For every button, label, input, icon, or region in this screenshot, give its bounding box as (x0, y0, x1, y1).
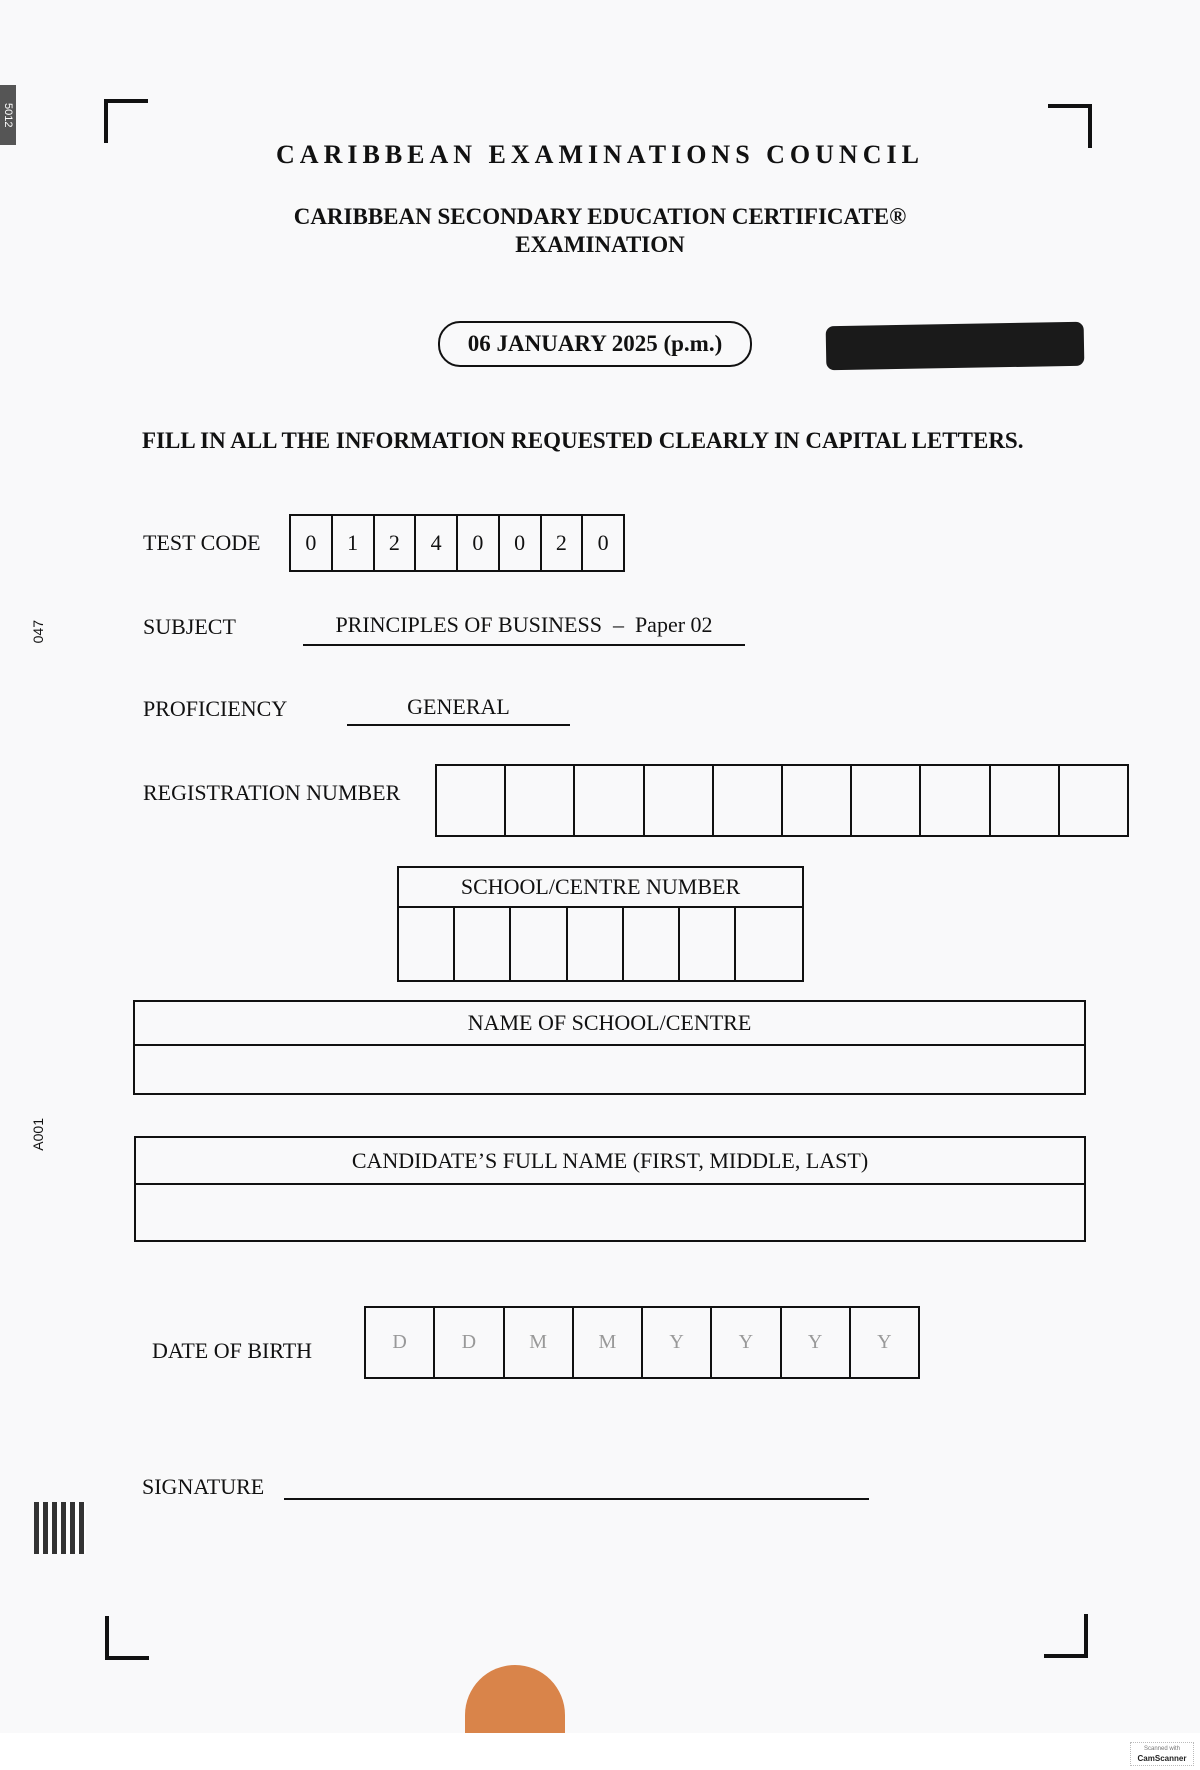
school-name-label: NAME OF SCHOOL/CENTRE (135, 1002, 1084, 1046)
bottom-margin (0, 1733, 1200, 1770)
corner-mark-bl (105, 1616, 149, 1660)
scanner-line1: Scanned with (1143, 1746, 1181, 1752)
dob-box[interactable]: M (505, 1308, 574, 1377)
registration-digit-box[interactable] (437, 766, 506, 835)
council-title: CARIBBEAN EXAMINATIONS COUNCIL (276, 140, 924, 169)
side-code-bottom: A001 (30, 1118, 46, 1151)
registration-digit-box[interactable] (1060, 766, 1127, 835)
redacted-barcode (826, 322, 1085, 370)
school-centre-number-label: SCHOOL/CENTRE NUMBER (399, 868, 802, 908)
registration-digit-box[interactable] (852, 766, 921, 835)
dob-box[interactable]: Y (877, 1331, 892, 1353)
corner-mark-tl (104, 99, 148, 143)
test-code-digit: 0 (500, 516, 542, 570)
examination-title: EXAMINATION (515, 232, 685, 257)
registration-number-label: REGISTRATION NUMBER (143, 780, 401, 805)
corner-mark-br (1044, 1614, 1088, 1658)
candidate-name-field[interactable] (136, 1185, 1084, 1240)
school-name-block (133, 1000, 1086, 1095)
instruction-text: FILL IN ALL THE INFORMATION REQUESTED CLEARLY IN CAPITAL LETTERS. (142, 428, 1024, 453)
candidate-name-block (134, 1136, 1086, 1242)
registration-digit-box[interactable] (714, 766, 783, 835)
centre-digit-box[interactable] (455, 908, 511, 980)
test-code-digit: 2 (542, 516, 584, 570)
certificate-title: CARIBBEAN SECONDARY EDUCATION CERTIFICATE® (293, 204, 907, 229)
registration-digit-box[interactable] (921, 766, 990, 835)
test-code-digit: 0 (597, 530, 609, 555)
centre-digit-box[interactable] (568, 908, 624, 980)
proficiency-label: PROFICIENCY (143, 696, 288, 721)
dob-box[interactable]: D (366, 1308, 435, 1377)
scanner-line2: CamScanner (1137, 1754, 1187, 1763)
test-code-label: TEST CODE (143, 530, 261, 555)
centre-digit-box[interactable] (624, 908, 680, 980)
school-centre-number-block (397, 866, 804, 982)
side-tab: 5012 (0, 85, 16, 145)
side-code-top: 047 (30, 620, 46, 644)
subject-label: SUBJECT (143, 614, 236, 639)
signature-line[interactable] (284, 1470, 869, 1500)
subject-field[interactable]: PRINCIPLES OF BUSINESS – Paper 02 (303, 612, 745, 646)
test-code-digit: 0 (291, 516, 333, 570)
centre-digit-box[interactable] (680, 908, 736, 980)
dob-box[interactable]: Y (712, 1308, 781, 1377)
test-code-digit: 4 (416, 516, 458, 570)
registration-digit-box[interactable] (506, 766, 575, 835)
school-name-field[interactable] (135, 1046, 1084, 1093)
dob-label: DATE OF BIRTH (152, 1338, 313, 1363)
test-code-digit: 1 (333, 516, 375, 570)
camscanner-badge (1130, 1742, 1194, 1766)
dob-box[interactable]: M (574, 1308, 643, 1377)
registration-digit-box[interactable] (575, 766, 644, 835)
proficiency-field[interactable]: GENERAL (347, 694, 570, 726)
registration-number-boxes[interactable] (435, 764, 1129, 837)
registration-digit-box[interactable] (783, 766, 852, 835)
exam-date-pill: 06 JANUARY 2025 (p.m.) (438, 321, 752, 367)
candidate-name-label: CANDIDATE’S FULL NAME (FIRST, MIDDLE, LAST) (136, 1138, 1084, 1185)
centre-digit-box[interactable] (399, 908, 455, 980)
dob-box[interactable]: D (435, 1308, 504, 1377)
dob-box[interactable]: Y (643, 1308, 712, 1377)
test-code-digit: 0 (458, 516, 500, 570)
dob-boxes[interactable] (364, 1306, 920, 1379)
dob-box[interactable]: Y (782, 1308, 851, 1377)
registration-digit-box[interactable] (991, 766, 1060, 835)
qr-code (34, 1502, 86, 1554)
test-code-boxes (289, 514, 625, 572)
test-code-digit: 2 (375, 516, 417, 570)
registration-digit-box[interactable] (645, 766, 714, 835)
signature-label: SIGNATURE (142, 1474, 265, 1499)
centre-digit-box[interactable] (511, 908, 567, 980)
